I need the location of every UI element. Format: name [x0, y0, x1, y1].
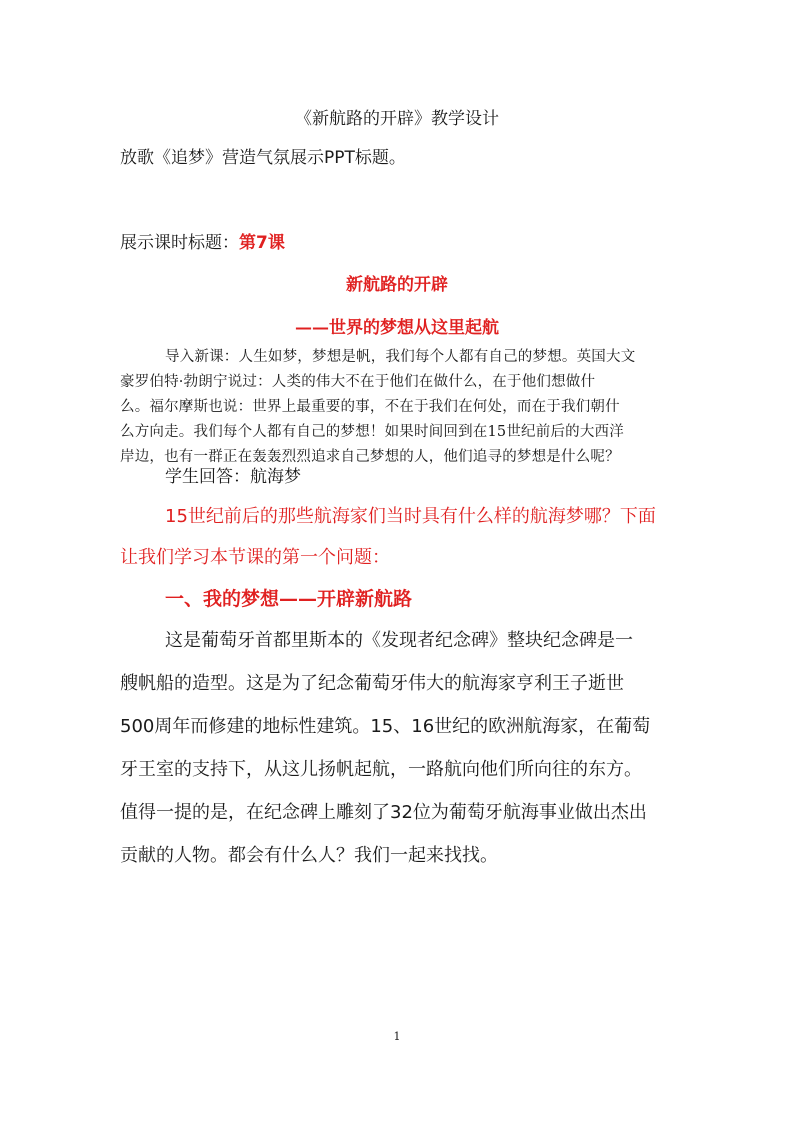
- intro-paragraph-line: 么。福尔摩斯也说：世界上最重要的事，不在于我们在何处，而在于我们朝什: [120, 399, 620, 415]
- question-line: 15世纪前后的那些航海家们当时具有什么样的航海梦哪？下面: [165, 506, 656, 527]
- body-line: 值得一提的是，在纪念碑上雕刻了32位为葡萄牙航海事业做出杰出: [120, 802, 647, 823]
- page-number: 1: [393, 1030, 401, 1043]
- intro-paragraph-line: 导入新课：人生如梦，梦想是帆，我们每个人都有自己的梦想。英国大文: [165, 349, 636, 365]
- lesson-label: 展示课时标题：: [120, 233, 239, 253]
- lesson-line: [120, 228, 285, 253]
- document-title: 《新航路的开辟》教学设计: [295, 109, 499, 129]
- lesson-subtitle: ——世界的梦想从这里起航: [295, 318, 499, 338]
- body-line: 贡献的人物。都会有什么人？我们一起来找找。: [120, 845, 498, 866]
- section-heading: 一、我的梦想——开辟新航路: [165, 588, 413, 610]
- body-line: 牙王室的支持下，从这儿扬帆起航，一路航向他们所向往的东方。: [120, 759, 642, 780]
- question-line: 让我们学习本节课的第一个问题：: [120, 547, 390, 568]
- student-answer: 学生回答：航海梦: [165, 467, 301, 487]
- body-line: 这是葡萄牙首都里斯本的《发现者纪念碑》整块纪念碑是一: [165, 630, 633, 651]
- intro-paragraph-line: 岸边，也有一群正在轰轰烈烈追求自己梦想的人，他们追寻的梦想是什么呢？: [120, 449, 620, 465]
- intro-paragraph-line: 么方向走。我们每个人都有自己的梦想！如果时间回到在15世纪前后的大西洋: [120, 424, 624, 440]
- body-line: 500周年而修建的地标性建筑。15、16世纪的欧洲航海家，在葡萄: [120, 716, 651, 737]
- body-line: 艘帆船的造型。这是为了纪念葡萄牙伟大的航海家亨利王子逝世: [120, 673, 624, 694]
- lesson-number: 第7课: [239, 233, 285, 253]
- intro-line: 放歌《追梦》营造气氛展示PPT标题。: [120, 148, 406, 168]
- intro-paragraph-line: 豪罗伯特·勃朗宁说过：人类的伟大不在于他们在做什么，在于他们想做什: [120, 374, 596, 390]
- lesson-title: 新航路的开辟: [346, 275, 448, 295]
